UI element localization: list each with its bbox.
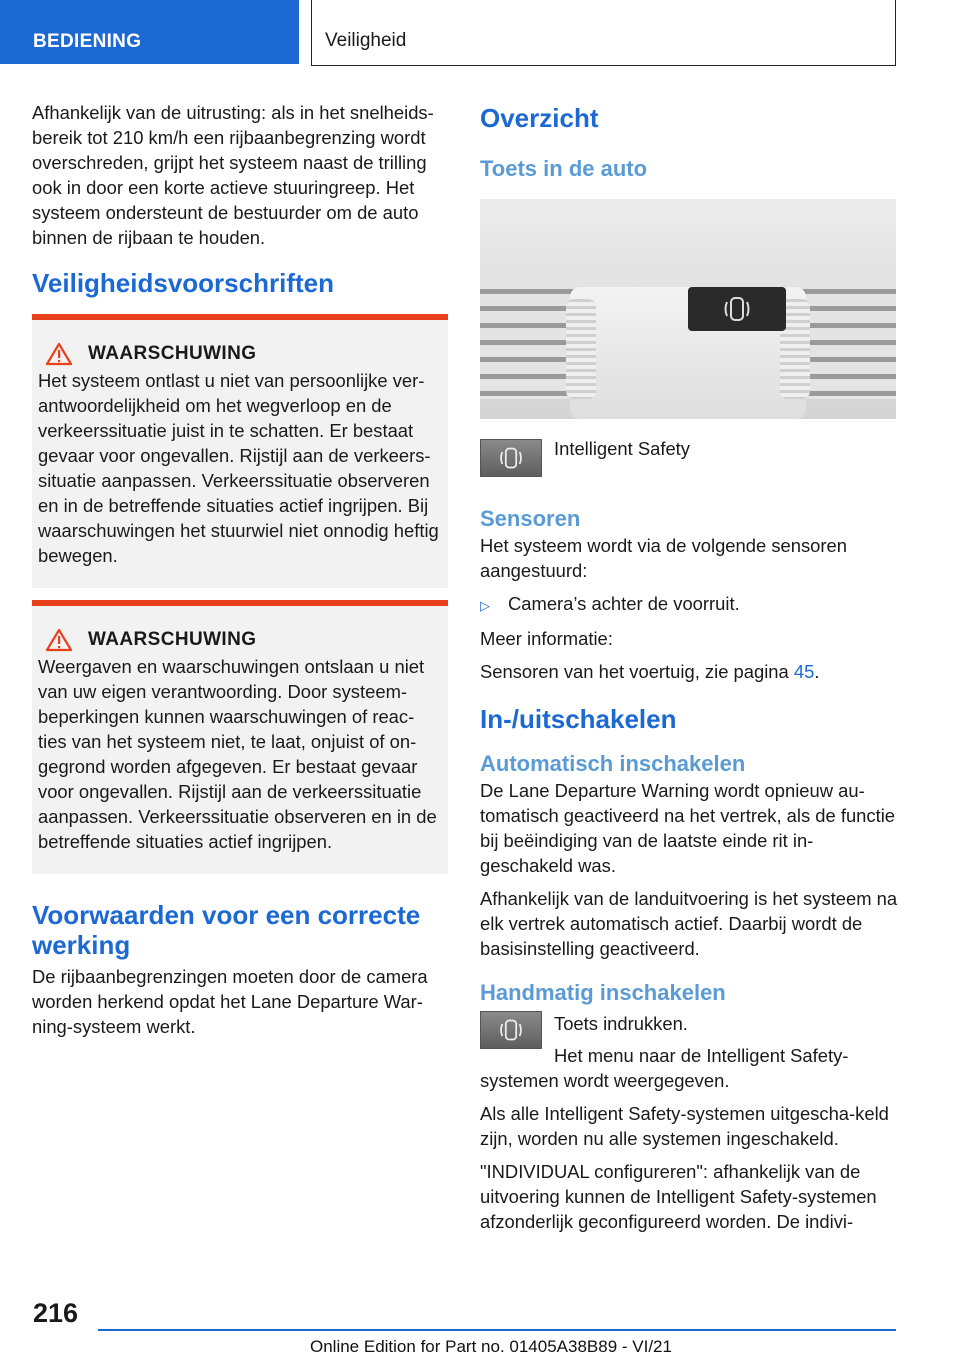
more-info-label: Meer informatie: — [480, 628, 613, 649]
list-item — [480, 591, 898, 618]
conditions-paragraph: De rijbaanbegrenzingen moeten door de camera worden herkend opdat het Lane Departure War-ning-systeem werkt. — [32, 966, 428, 1037]
safety-heading: Veiligheidsvoorschriften — [32, 268, 334, 298]
auto-paragraph-1: De Lane Departure Warning wordt opnieuw au-tomatisch geactiveerd na het vertrek, als de functie bij beëindiging van de laatste einde rit in-geschakeld was. — [480, 780, 896, 876]
conditions-heading: Voorwaarden voor een correcte werking — [32, 900, 421, 960]
button-image — [480, 439, 542, 477]
warning-triangle-icon — [46, 342, 72, 366]
manual-heading: Handmatig inschakelen — [480, 980, 726, 1005]
button-legend — [480, 439, 898, 477]
manual-paragraph-2: Als alle Intelligent Safety-systemen uitgescha-keld zijn, worden nu alle systemen ingeschakeld. — [480, 1103, 889, 1149]
intelligent-safety-icon — [720, 294, 754, 324]
button-panel — [688, 287, 786, 331]
warning-title: WAARSCHUWING — [88, 343, 257, 364]
section-tab — [0, 0, 299, 64]
warning-header — [38, 342, 442, 366]
page-link[interactable]: 45 — [793, 661, 815, 682]
overview-heading: Overzicht — [480, 103, 599, 133]
sensors-heading: Sensoren — [480, 506, 581, 531]
manual-step: Toets indrukken. — [554, 1013, 688, 1034]
manual-paragraph-1: Het menu naar de Intelligent Safety-systemen wordt weergegeven. — [480, 1045, 849, 1091]
onoff-heading: In-/uitschakelen — [480, 704, 677, 734]
reference-end: . — [814, 661, 820, 682]
triangle-right-icon: ▷ — [480, 598, 490, 613]
warning-box-1 — [32, 314, 448, 588]
warning-box-2 — [32, 600, 448, 874]
warning-text: Het systeem ontlast u niet van persoonlijke ver-antwoordelijkheid om het wegverloop en de verkeerssituatie juist in te schatten. Er bestaat gevaar voor ongevallen. Rijstijl aan de verkeers-situatie aanpassen. Verkeerssituatie observeren en in de betreffende situaties actief ingrijpen. Bij waarschuwingen het stuurwiel niet onnodig heftig bewegen. — [38, 370, 439, 566]
chapter-title: Veiligheid — [325, 30, 407, 51]
auto-heading: Automatisch inschakelen — [480, 751, 746, 776]
footer-edition: Online Edition for Part no. 01405A38B89 - VI/21 — [310, 1337, 672, 1356]
sensors-reference — [480, 659, 898, 684]
intro-paragraph: Afhankelijk van de uitrusting: als in het snelheids-bereik tot 210 km/h een rijbaanbegrenzing wordt overschreden, grijpt het systeem naast de trilling ook in door een korte actieve stuuringreep. Het systeem ondersteunt de bestuurder om de auto binnen de rijbaan te houden. — [32, 102, 434, 248]
warning-header — [38, 628, 442, 652]
page-number: 216 — [33, 1298, 79, 1328]
sensors-paragraph: Het systeem wordt via de volgende sensoren aangestuurd: — [480, 535, 847, 581]
button-image — [480, 1011, 542, 1049]
section-label: BEDIENING — [33, 31, 142, 52]
button-legend-label: Intelligent Safety — [554, 438, 690, 459]
footer-rule — [98, 1329, 896, 1331]
right-column — [480, 100, 898, 1242]
reference-text: Sensoren van het voertuig, zie pagina — [480, 661, 794, 682]
intelligent-safety-icon — [496, 445, 526, 471]
vent-knob-left — [566, 299, 596, 399]
warning-text: Weergaven en waarschuwingen ontslaan u niet van uw eigen verantwoording. Door systeem-beperkingen kunnen waarschuwingen of reac-ties van het systeem niet, te laat, onjuist of on-gegrond worden afgegeven. Er bestaat gevaar voor ongevallen. Rijstijl aan de verkeerssituatie aanpassen. Verkeerssituatie observeren en in de betreffende situaties actief ingrijpen. — [38, 656, 437, 852]
manual-paragraph-3: "INDIVIDUAL configureren": afhankelijk van de uitvoering kunnen de Intelligent Safety-systemen afzonderlijk geconfigureerd worden. De indivi- — [480, 1161, 877, 1232]
button-heading: Toets in de auto — [480, 156, 648, 181]
auto-paragraph-2: Afhankelijk van de landuitvoering is het systeem na elk vertrek automatisch actief. Daarbij wordt de basisinstelling geactiveerd. — [480, 888, 898, 959]
warning-triangle-icon — [46, 628, 72, 652]
intelligent-safety-icon — [496, 1017, 526, 1043]
warning-title: WAARSCHUWING — [88, 629, 257, 650]
dashboard-photo — [480, 199, 896, 419]
list-item-text: Camera’s achter de voorruit. — [508, 593, 740, 614]
left-column — [32, 100, 448, 1047]
